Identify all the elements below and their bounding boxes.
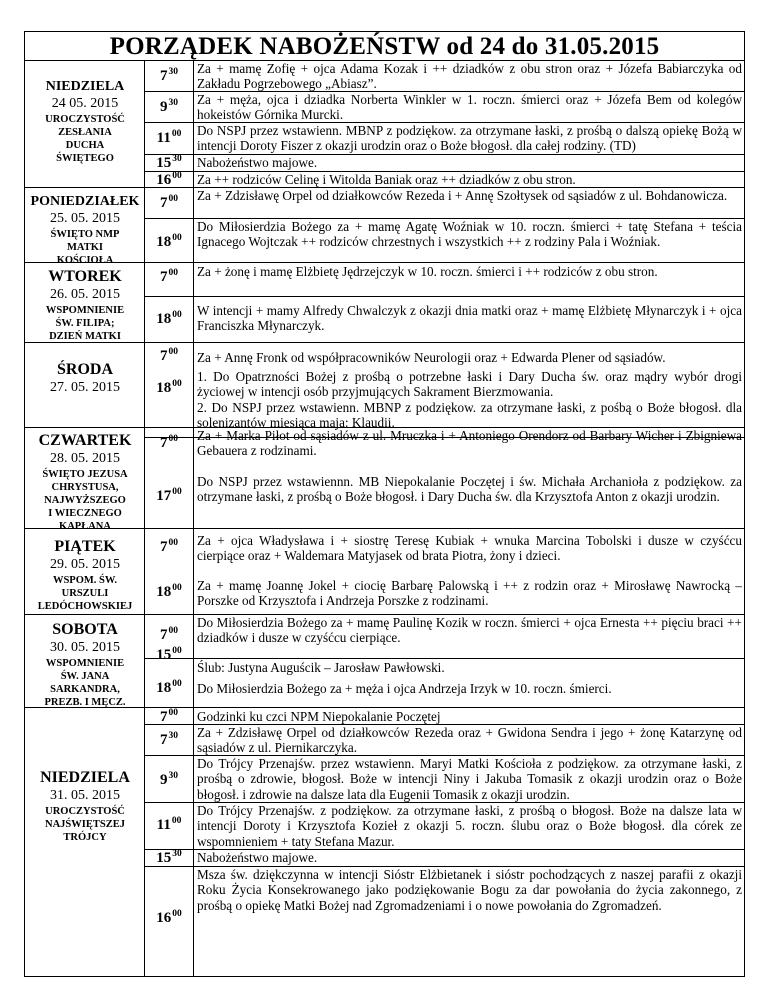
mass-intention: W intencji + mamy Alfredy Chwalczyk z okazji dnia matki oraz + mamę Elżbietę Młynarczyk i + ojca Franciszka Młynarczyk. xyxy=(197,303,742,334)
mass-time: $7^{00}$ xyxy=(160,626,178,643)
mass-intention: Za + Zdzisławę Orpel od działkowców Rezeda i + Annę Szołtysek od sąsiadów z ul. Bohdanowicza. xyxy=(197,188,728,203)
day-feast: UROCZYSTOŚĆ ZESŁANIA DUCHA ŚWIĘTEGO xyxy=(45,114,125,164)
mass-intention: Za + ojca Władysława i + siostrę Teresę Kubiak + wnuka Marcina Tobolski i dusze w czyśćcu cierpiące oraz + Waldemara Matyjasek od brata Piotra, żony i dzieci. xyxy=(197,533,742,564)
day-date: 29. 05. 2015 xyxy=(50,557,120,572)
mass-intention: Za + mamę Zofię + ojca Adama Kozak i ++ dziadków z obu stron oraz + Józefa Babiarczyka od Zakładu Pogrzebowego „Abiasz”. xyxy=(197,61,742,92)
day-label xyxy=(25,268,145,343)
schedule-table xyxy=(24,60,745,977)
mass-time: $15^{30}$ xyxy=(156,154,182,171)
day-feast: WSPOMNIENIE ŚW. JANA SARKANDRA, PREZB. I MĘCZ. xyxy=(44,658,126,708)
day-label xyxy=(25,621,145,709)
mass-time: $7^{30}$ xyxy=(160,67,178,84)
mass-time: $16^{00}$ xyxy=(156,171,182,188)
mass-time: $18^{00}$ xyxy=(156,583,182,600)
mass-intention: Za + mamę Joannę Jokel + ciocię Barbarę Palowską i ++ z rodzin oraz + Mirosławę Nawrocką – Porszke od Krzysztofa i Andrzeja Porszke z rodzinami. xyxy=(197,578,742,609)
mass-time: $18^{00}$ xyxy=(156,310,182,327)
mass-time: $11^{00}$ xyxy=(156,129,182,146)
mass-intention: Do Trójcy Przenajśw. z podziękow. za otrzymane łaski, z prośbą o błogosł. Boże na dalsze lata w intencji Doroty i Krzysztofa Kozieł z okazji 5. roczn. ślubu oraz o Boże błogosł. dla córek ze wspomnieniem + taty Stefana Mazur. xyxy=(197,803,742,849)
mass-intention: Nabożeństwo majowe. xyxy=(197,850,318,865)
day-name: CZWARTEK xyxy=(38,432,132,449)
column-divider xyxy=(193,61,194,976)
mass-time: $11^{00}$ xyxy=(156,816,182,833)
day-name: PONIEDZIAŁEK xyxy=(30,194,140,209)
day-date: 24 05. 2015 xyxy=(51,96,119,111)
day-date: 25. 05. 2015 xyxy=(50,211,120,226)
day-name: SOBOTA xyxy=(52,621,118,638)
mass-time: $9^{30}$ xyxy=(160,771,178,788)
mass-time: $7^{00}$ xyxy=(160,347,178,364)
mass-intention: Nabożeństwo majowe. xyxy=(197,155,318,170)
day-feast: WSPOMNIENIE ŚW. FILIPA; DZIEŃ MATKI xyxy=(45,305,125,342)
mass-intention: Ślub: Justyna Auguścik – Jarosław Pawłowski. xyxy=(197,660,445,675)
mass-time: $15^{00}$ xyxy=(156,646,182,663)
mass-intention: Do Miłosierdzia Bożego za + mamę Agatę Woźniak w 10. roczn. śmierci + tatę Stefana + teścia Ignacego Wojtczak ++ rodziców chrzestnych i wszystkich ++ z rodziny Pala i Woźniak. xyxy=(197,219,742,250)
mass-time: $7^{00}$ xyxy=(160,268,178,285)
mass-intention: Do Trójcy Przenajśw. przez wstawienn. Maryi Matki Kościoła z podziękow. za otrzymane łaski, z prośbą o zdrowie, błogosł. Boże w intencji Niny i Jakuba Tomasik z okazji urodzin oraz o Boże błogosł. i zdrowie na dalsze lata dla Eugenii Tomasik z okazji urodzin. xyxy=(197,756,742,802)
entry-separator xyxy=(145,296,744,297)
day-feast: ŚWIĘTO JEZUSA CHRYSTUSA, NAJWYŻSZEGO I WIECZNEGO KAPŁANA xyxy=(42,469,128,532)
mass-intention: Za ++ rodziców Celinę i Witolda Baniak oraz ++ dziadków z obu stron. xyxy=(197,172,576,187)
mass-time: $15^{30}$ xyxy=(156,849,182,866)
mass-intention: Do Miłosierdzia Bożego za + męża i ojca Andrzeja Irzyk w 10. roczn. śmierci. xyxy=(197,681,612,696)
day-label xyxy=(25,194,145,267)
mass-time: $18^{00}$ xyxy=(156,379,182,396)
mass-intention: Za + męża, ojca i dziadka Norberta Winkler w 1. roczn. śmierci oraz + Józefa Bem od kolegów hokeistów Górnika Murcki. xyxy=(197,92,742,123)
day-date: 30. 05. 2015 xyxy=(50,640,120,655)
mass-time: $18^{00}$ xyxy=(156,233,182,250)
mass-intention: Godzinki ku czci NPM Niepokalanie Poczętej xyxy=(197,709,441,724)
mass-time: $18^{00}$ xyxy=(156,679,182,696)
mass-time: $7^{00}$ xyxy=(160,538,178,555)
mass-intention: 1. Do Opatrzności Bożej z prośbą o potrzebne łaski i Dary Ducha św. oraz mądry wybór drogi życiowej w intencji osób przyjmujących Sakrament Bierzmowania. 2. Do NSPJ przez wstawienn. MBNP z podziękow. za otrzymane łaski, z pośbą o Boże błogosł. dla solenizantów miesiąca maja: Klaudii. xyxy=(197,369,742,431)
day-label xyxy=(25,361,145,396)
day-feast: UROCZYSTOŚĆ NAJŚWIĘTSZEJ TRÓJCY xyxy=(45,806,125,843)
day-date: 31. 05. 2015 xyxy=(50,788,120,803)
day-name: NIEDZIELA xyxy=(40,769,130,786)
day-date: 28. 05. 2015 xyxy=(50,451,120,466)
mass-time: $9^{30}$ xyxy=(160,98,178,115)
mass-time: $7^{00}$ xyxy=(160,434,178,451)
entry-separator xyxy=(145,658,744,659)
mass-intention: Za + Zdzisławę Orpel od działkowców Rezeda oraz + Gwidona Sendra i jego + żonę Katarzynę od sąsiadów z ul. Piernikarczyka. xyxy=(197,725,742,756)
mass-intention: Msza św. dziękczynna w intencji Sióstr Elżbietanek i sióstr pochodzących z naszej parafii z okazji Roku Życia Konsekrowanego jako podziękowanie Bogu za dar powołania do życia zakonnego, z prośbą o opiekę Matki Bożej nad Zgromadzeniami i o nowe powołania do Zgromadzeń. xyxy=(197,867,742,913)
mass-time: $7^{00}$ xyxy=(160,708,178,725)
day-date: 27. 05. 2015 xyxy=(50,380,120,395)
page-title: PORZĄDEK NABOŻEŃSTW od 24 do 31.05.2015 xyxy=(24,31,745,61)
day-name: NIEDZIELA xyxy=(45,79,125,94)
day-label xyxy=(25,769,145,844)
day-date: 26. 05. 2015 xyxy=(50,287,120,302)
day-feast: WSPOM. ŚW. URSZULI LEDÓCHOWSKIEJ xyxy=(37,575,133,612)
mass-time: $16^{00}$ xyxy=(156,909,182,926)
mass-time: $7^{30}$ xyxy=(160,731,178,748)
day-name: WTOREK xyxy=(48,268,122,285)
mass-time: $17^{00}$ xyxy=(156,487,182,504)
mass-intention: Do NSPJ przez wstawiennn. MB Niepokalanie Poczętej i św. Michała Archanioła z podziękow. za otrzymane łaski, z prośbą o Boże błogosł. i Dary Ducha św. dla Krzysztofa Anton z okazji urodzin. xyxy=(197,474,742,505)
day-name: PIĄTEK xyxy=(54,538,116,555)
day-label xyxy=(25,79,145,165)
mass-intention: Za + żonę i mamę Elżbietę Jędrzejczyk w 10. roczn. śmierci i ++ rodziców z obu stron. xyxy=(197,264,658,279)
day-feast: ŚWIĘTO NMP MATKI KOŚCIOŁA xyxy=(50,229,120,266)
mass-intention: Za + Marka Piłot od sąsiadów z ul. Mruczka i + Antoniego Orendorz od Barbary Wicher i Zbigniewa Gebauera z rodzinami. xyxy=(197,428,742,459)
mass-intention: Do Miłosierdzia Bożego za + mamę Paulinę Kozik w roczn. śmierci + ojca Ernesta ++ pięciu braci ++ dziadków i dusze w czyśćcu cierpiące. xyxy=(197,615,742,646)
day-label xyxy=(25,432,145,533)
mass-intention: Za + Annę Fronk od współpracowników Neurologii oraz + Edwarda Plener od sąsiadów. xyxy=(197,350,666,365)
day-name: ŚRODA xyxy=(56,361,113,378)
mass-intention: Do NSPJ przez wstawienn. MBNP z podziękow. za otrzymane łaski, z prośbą o dalszą opiekę Bożą w intencji Doroty Fiszer z okazji urodzin oraz o Boże błogosł. dla całej rodziny. (TD) xyxy=(197,123,742,154)
mass-time: $7^{00}$ xyxy=(160,194,178,211)
day-label xyxy=(25,538,145,613)
